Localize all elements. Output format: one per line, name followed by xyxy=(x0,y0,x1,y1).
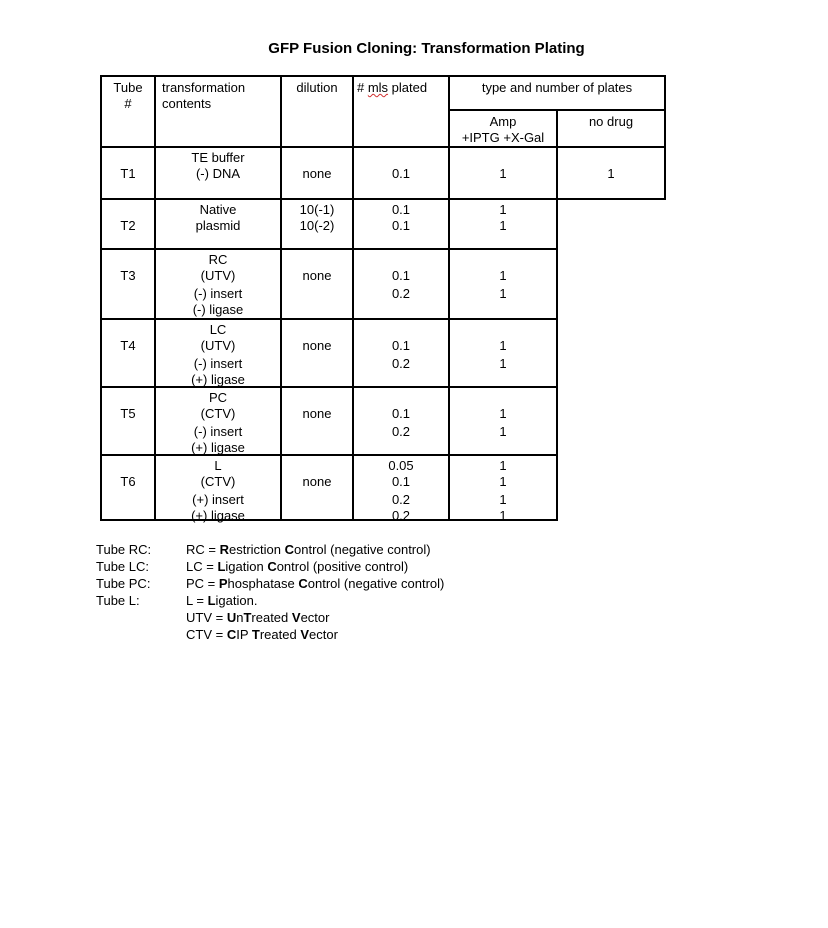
legend-text: igation. xyxy=(215,593,258,608)
row-divider xyxy=(100,198,666,200)
mls-value: 0.1 xyxy=(391,268,411,283)
contents-line: PC xyxy=(208,390,228,405)
amp-plate-count: 1 xyxy=(499,166,507,181)
legend-text: ontrol (positive control) xyxy=(276,559,409,574)
amp-plate-count: 1 xyxy=(499,268,507,283)
plates-header: type and number of plates xyxy=(481,80,633,95)
legend-text: IP xyxy=(236,627,252,642)
amp-plate-count: 1 xyxy=(499,458,507,473)
contents-line: Native xyxy=(199,202,237,217)
contents-line: plasmid xyxy=(195,218,241,233)
legend-highlight-letter: L xyxy=(217,559,226,574)
contents-line: (UTV) xyxy=(200,268,236,283)
contents-line: TE buffer xyxy=(191,150,245,165)
amp-plate-count: 1 xyxy=(499,474,507,489)
header-bottom-border xyxy=(100,146,666,148)
row-divider xyxy=(100,248,558,250)
contents-line: LC xyxy=(209,322,227,337)
contents-line: RC xyxy=(208,252,228,267)
legend-highlight-letter: L xyxy=(207,593,216,608)
mls-value: 0.2 xyxy=(391,508,411,523)
legend-tube-label: Tube PC: xyxy=(96,576,151,591)
legend-highlight-letter: C xyxy=(267,559,277,574)
legend-text: n xyxy=(236,610,244,625)
tube-id: T3 xyxy=(120,268,136,283)
no-drug-header: no drug xyxy=(588,114,634,129)
contents-line: (-) DNA xyxy=(195,166,241,181)
column-divider xyxy=(100,75,102,521)
contents-line: (+) ligase xyxy=(191,440,245,455)
legend-highlight-letter: R xyxy=(219,542,229,557)
mls-value: 0.2 xyxy=(391,492,411,507)
legend-highlight-letter: C xyxy=(284,542,295,557)
contents-header: contents xyxy=(162,96,212,111)
mls-value: 0.1 xyxy=(391,338,411,353)
tube-header: Tube xyxy=(113,80,143,95)
amp-plate-count: 1 xyxy=(499,406,507,421)
mls-value: 0.2 xyxy=(391,286,411,301)
mls-plated-header xyxy=(357,80,427,96)
page-title: GFP Fusion Cloning: Transformation Plating xyxy=(268,40,585,57)
mls-value: 0.2 xyxy=(391,424,411,439)
mls-suffix: plated xyxy=(388,80,428,95)
legend-definition xyxy=(186,609,329,626)
contents-line: (+) insert xyxy=(192,492,244,507)
tube-header-hash: # xyxy=(124,96,132,111)
dilution-value: 10(-1) xyxy=(299,202,335,217)
legend-text: ector xyxy=(309,627,338,642)
legend-text: PC = xyxy=(186,576,219,591)
legend-tube-label: Tube RC: xyxy=(96,542,152,557)
mls-word: mls xyxy=(367,80,389,95)
mls-value: 0.05 xyxy=(388,458,414,473)
mls-value: 0.1 xyxy=(391,166,411,181)
mls-value: 0.1 xyxy=(391,474,411,489)
contents-line: (+) ligase xyxy=(191,372,245,387)
contents-line: (UTV) xyxy=(200,338,236,353)
legend-highlight-letter: C xyxy=(298,576,308,591)
contents-line: (-) insert xyxy=(193,286,243,301)
legend-text: RC = xyxy=(186,542,220,557)
legend-highlight-letter: P xyxy=(218,576,228,591)
legend-tube-label: Tube LC: xyxy=(96,559,149,574)
legend-text: UTV = xyxy=(186,610,227,625)
dilution-value: none xyxy=(302,474,332,489)
dilution-value: none xyxy=(302,406,332,421)
contents-line: (-) insert xyxy=(193,424,243,439)
legend-text: ontrol (negative control) xyxy=(294,542,431,557)
legend-text: reated xyxy=(251,610,292,625)
legend-definition xyxy=(186,541,431,558)
legend-highlight-letter: V xyxy=(291,610,301,625)
legend-text: ontrol (negative control) xyxy=(307,576,445,591)
legend-text: igation xyxy=(225,559,268,574)
contents-line: (CTV) xyxy=(200,474,236,489)
legend-highlight-letter: C xyxy=(226,627,237,642)
mls-value: 0.1 xyxy=(391,202,411,217)
mls-value: 0.1 xyxy=(391,218,411,233)
tube-id: T2 xyxy=(120,218,136,233)
contents-line: (CTV) xyxy=(200,406,236,421)
tube-id: T6 xyxy=(120,474,136,489)
legend-text: ector xyxy=(300,610,330,625)
legend-tube-label: Tube L: xyxy=(96,593,140,608)
legend-highlight-letter: U xyxy=(226,610,237,625)
legend-text: L = xyxy=(186,593,208,608)
contents-line: (+) ligase xyxy=(191,508,245,523)
contents-line: (-) ligase xyxy=(192,302,244,317)
legend-text: estriction xyxy=(228,542,285,557)
no-drug-plate-count: 1 xyxy=(607,166,615,181)
amp-plate-count: 1 xyxy=(499,286,507,301)
table-top-border xyxy=(100,75,666,77)
contents-line: L xyxy=(214,458,222,473)
legend-definition xyxy=(186,626,338,643)
dilution-value: none xyxy=(302,166,332,181)
mls-value: 0.1 xyxy=(391,406,411,421)
contents-header: transformation xyxy=(162,80,246,95)
row-divider xyxy=(100,318,558,320)
tube-id: T1 xyxy=(120,166,136,181)
legend-highlight-letter: T xyxy=(251,627,260,642)
legend-definition xyxy=(186,575,444,592)
tube-id: T4 xyxy=(120,338,136,353)
dilution-value: 10(-2) xyxy=(299,218,335,233)
amp-header: Amp xyxy=(489,114,517,129)
legend-highlight-letter: V xyxy=(300,627,309,642)
tube-id: T5 xyxy=(120,406,136,421)
amp-plate-count: 1 xyxy=(499,338,507,353)
legend-highlight-letter: T xyxy=(243,610,252,625)
amp-plate-count: 1 xyxy=(499,202,507,217)
legend-text: CTV = xyxy=(186,627,227,642)
legend-text: LC = xyxy=(186,559,218,574)
mls-value: 0.2 xyxy=(391,356,411,371)
legend-definition xyxy=(186,558,408,575)
amp-plate-count: 1 xyxy=(499,492,507,507)
amp-plate-count: 1 xyxy=(499,424,507,439)
legend-text: reated xyxy=(259,627,301,642)
amp-plate-count: 1 xyxy=(499,508,507,523)
amp-header-additives: +IPTG +X-Gal xyxy=(461,130,545,145)
mls-prefix: # xyxy=(357,80,368,95)
amp-plate-count: 1 xyxy=(499,218,507,233)
dilution-header: dilution xyxy=(296,80,338,95)
dilution-value: none xyxy=(302,268,332,283)
amp-plate-count: 1 xyxy=(499,356,507,371)
legend-definition xyxy=(186,592,257,609)
legend-text: hosphatase xyxy=(227,576,299,591)
contents-line: (-) insert xyxy=(193,356,243,371)
dilution-value: none xyxy=(302,338,332,353)
